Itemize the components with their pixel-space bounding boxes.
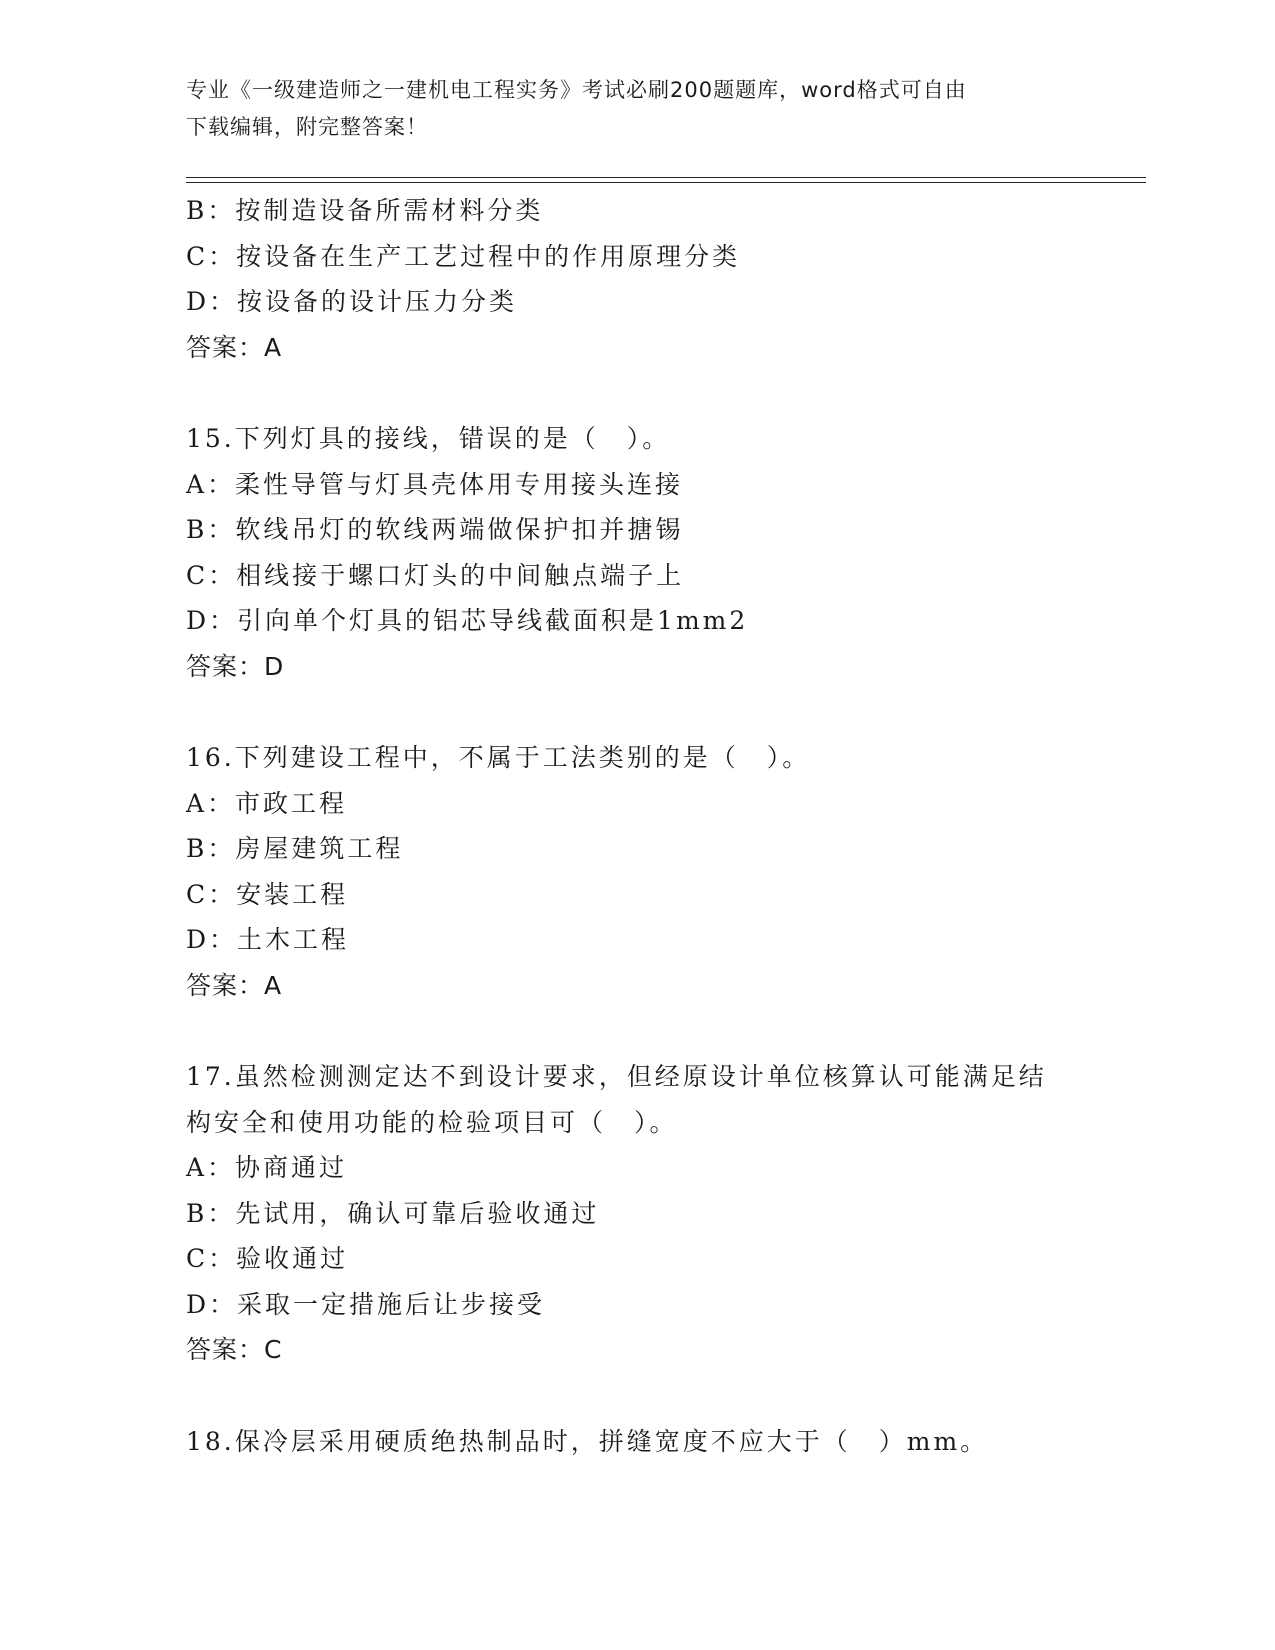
header-line-2: 下载编辑，附完整答案！ (186, 115, 428, 139)
question-block-16 (186, 735, 1086, 1008)
question-text: 15.下列灯具的接线，错误的是（ ）。 (186, 424, 671, 453)
question-text: 16.下列建设工程中，不属于工法类别的是（ ）。 (186, 743, 811, 772)
question-text-line-1: 17.虽然检测测定达不到设计要求，但经原设计单位核算认可能满足结 (186, 1062, 1047, 1091)
option-d: D：土木工程 (186, 925, 350, 954)
option-b: B：先试用，确认可靠后验收通过 (186, 1198, 600, 1228)
option-c: C：验收通过 (186, 1244, 349, 1273)
option-d: D：按设备的设计压力分类 (186, 287, 518, 316)
block-spacer (186, 689, 1086, 735)
option-d: D：引向单个灯具的铝芯导线截面积是1mm2 (186, 606, 749, 635)
question-block-14 (186, 188, 1086, 370)
option-c: C：安装工程 (186, 879, 349, 909)
block-spacer (186, 370, 1086, 416)
block-spacer (186, 1008, 1086, 1054)
answer-line: 答案：A (186, 970, 283, 1000)
header-line-1: 专业《一级建造师之一建机电工程实务》考试必刷200题题库，word格式可自由 (186, 78, 967, 102)
question-list (186, 188, 1086, 1464)
option-b: B：按制造设备所需材料分类 (186, 196, 544, 225)
option-d: D：采取一定措施后让步接受 (186, 1289, 546, 1319)
answer-line: 答案：C (186, 1335, 283, 1364)
question-block-17 (186, 1054, 1086, 1373)
question-text: 18.保冷层采用硬质绝热制品时，拼缝宽度不应大于（ ）mm。 (186, 1426, 989, 1456)
option-b: B：软线吊灯的软线两端做保护扣并搪锡 (186, 515, 684, 544)
option-a: A：市政工程 (186, 788, 348, 818)
option-a: A：柔性导管与灯具壳体用专用接头连接 (186, 469, 684, 499)
question-block-15 (186, 416, 1086, 689)
header-rule-bottom (186, 182, 1146, 183)
block-spacer (186, 1373, 1086, 1419)
header-rule-top (186, 177, 1146, 178)
option-a: A：协商通过 (186, 1153, 348, 1182)
question-block-18 (186, 1419, 1086, 1465)
option-c: C：相线接于螺口灯头的中间触点端子上 (186, 560, 685, 590)
question-text-line-2: 构安全和使用功能的检验项目可（ ）。 (186, 1107, 678, 1137)
option-c: C：按设备在生产工艺过程中的作用原理分类 (186, 241, 741, 271)
answer-line: 答案：D (186, 651, 285, 681)
answer-line: 答案：A (186, 332, 283, 362)
option-b: B：房屋建筑工程 (186, 834, 404, 863)
document-header (186, 72, 1086, 146)
